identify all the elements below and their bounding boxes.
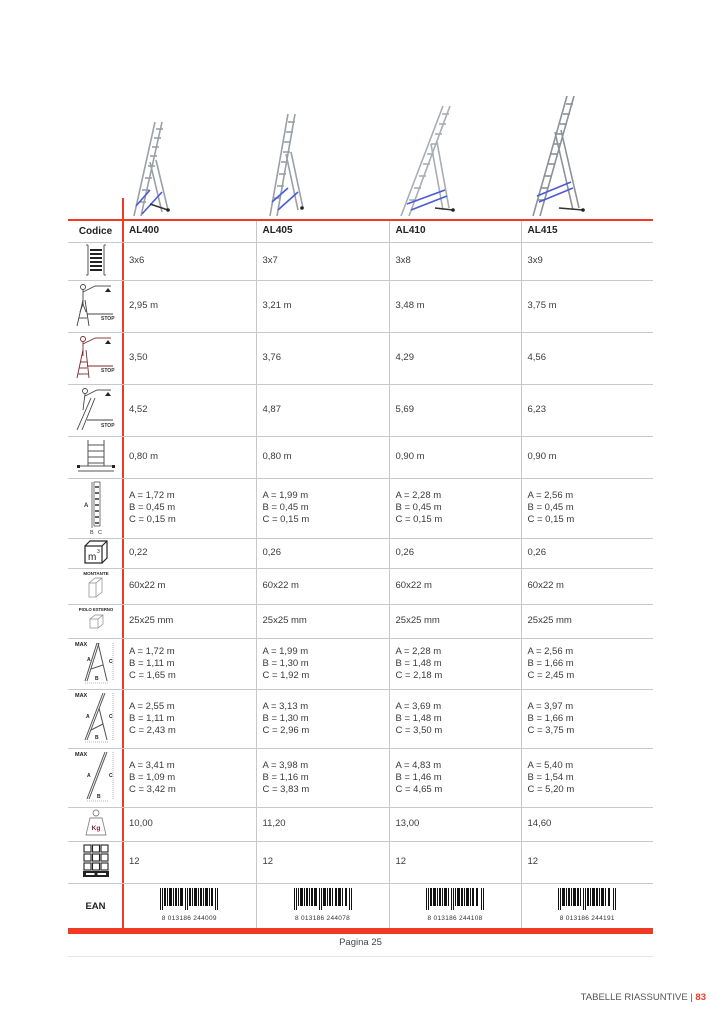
montante-profile-icon: [71, 569, 121, 604]
dim-c: C = 0,15 m: [129, 514, 176, 525]
base-width-icon: [74, 438, 118, 477]
table-row: [68, 242, 653, 280]
ean-cell: [521, 883, 653, 929]
cell-value: 5,69: [389, 384, 521, 436]
cell-value: 4,52: [123, 384, 256, 436]
dim-b: B = 1,30 m: [262, 657, 309, 669]
dim-b: B = 0,45 m: [395, 502, 442, 513]
leaning-max-icon: [73, 749, 119, 806]
table-header-row: [68, 221, 653, 242]
dim-a: A = 3,13 m: [262, 700, 309, 712]
cell-value: 0,26: [256, 538, 389, 568]
footer-section: TABELLE RIASSUNTIVE: [580, 992, 688, 1003]
cell-value: 0,26: [389, 538, 521, 568]
cell-value: 60x22 m: [256, 568, 389, 604]
dim-c: C = 2,96 m: [262, 724, 310, 736]
code-al400: AL400: [123, 221, 256, 242]
cell-value: 0,22: [123, 538, 256, 568]
table-row: [68, 384, 653, 436]
svg-text:STOP: STOP: [100, 367, 115, 374]
table-row: [68, 280, 653, 332]
svg-text:Kg: Kg: [91, 824, 100, 832]
barcode-icon: [424, 888, 486, 925]
code-al410: AL410: [389, 221, 521, 242]
cell-value: 12: [256, 841, 389, 883]
cell-value: 12: [123, 841, 256, 883]
cell-value: 4,87: [256, 384, 389, 436]
ean-cell: [256, 883, 389, 929]
dim-b: B = 1,66 m: [527, 712, 574, 724]
dim-b: B = 1,48 m: [395, 712, 442, 724]
dim-a: A = 3,98 m: [262, 759, 309, 771]
dim-b: B = 0,45 m: [527, 502, 574, 513]
cell-value: 3x8: [389, 242, 521, 280]
cell-value: 12: [389, 841, 521, 883]
svg-text:A: A: [86, 773, 91, 779]
cell-value: [123, 478, 256, 538]
piolo-esterno-profile-icon: [70, 605, 122, 638]
cell-value: 0,80 m: [123, 436, 256, 478]
cell-value: 25x25 mm: [256, 604, 389, 638]
cell-value: 4,29: [389, 332, 521, 384]
dim-b: B = 1,16 m: [262, 771, 309, 783]
cell-value: [521, 478, 653, 538]
table-row: [68, 538, 653, 568]
cell-value: 6,23: [521, 384, 653, 436]
dim-b: B = 0,45 m: [262, 502, 309, 513]
svg-text:PIOLO ESTERNO: PIOLO ESTERNO: [78, 606, 113, 612]
svg-text:MONTANTE: MONTANTE: [82, 570, 109, 576]
ean-number: 8 013186 244191: [559, 914, 615, 922]
cell-value: 0,80 m: [256, 436, 389, 478]
cell-value: 3,75 m: [521, 280, 653, 332]
ean-cell: [123, 883, 256, 929]
cell-value: 13,00: [389, 807, 521, 841]
table-row: [68, 436, 653, 478]
cell-value: [389, 638, 521, 689]
cell-value: 11,20: [256, 807, 389, 841]
dim-b: B = 1,66 m: [527, 657, 574, 669]
code-al405: AL405: [256, 221, 389, 242]
pallet-quantity-icon: [82, 844, 110, 881]
ean-label: EAN: [85, 900, 106, 912]
cell-value: 4,56: [521, 332, 653, 384]
cell-value: [123, 689, 256, 748]
cell-value: [256, 689, 389, 748]
dim-c: C = 3,83 m: [262, 783, 310, 795]
dim-c: C = 0,15 m: [395, 514, 443, 525]
ladder-al400-icon: [128, 92, 238, 218]
code-al415: AL415: [521, 221, 653, 242]
svg-text:B: B: [89, 529, 94, 534]
svg-text:MAX: MAX: [74, 642, 87, 648]
cell-value: 3,48 m: [389, 280, 521, 332]
closed-dimensions-icon: [76, 480, 116, 537]
divider: [68, 956, 653, 957]
rungs-icon: [84, 244, 108, 279]
barcode-icon: [292, 888, 354, 925]
dim-b: B = 0,45 m: [129, 502, 176, 513]
cell-value: 12: [521, 841, 653, 883]
a-frame-extended-max-icon: [73, 690, 119, 747]
cell-value: [521, 638, 653, 689]
dim-c: C = 2,18 m: [395, 669, 443, 681]
dim-a: A = 2,56 m: [527, 645, 574, 657]
cell-value: 60x22 m: [389, 568, 521, 604]
dim-c: C = 1,65 m: [129, 669, 176, 681]
table-row: [68, 568, 653, 604]
table-row: [68, 841, 653, 883]
dim-a: A = 2,28 m: [395, 645, 442, 657]
footer: [581, 992, 706, 1003]
dim-b: B = 1,11 m: [129, 712, 175, 724]
svg-text:C: C: [97, 529, 102, 534]
cell-value: 3x7: [256, 242, 389, 280]
table-row: [68, 604, 653, 638]
cell-value: [521, 748, 653, 807]
dim-b: B = 1,48 m: [395, 657, 442, 669]
dim-c: C = 0,15 m: [262, 514, 310, 525]
cell-value: 3,21 m: [256, 280, 389, 332]
dim-a: A = 2,56 m: [527, 490, 574, 501]
barcode-icon: [158, 888, 220, 925]
dim-a: A = 3,97 m: [527, 700, 574, 712]
cell-value: [389, 478, 521, 538]
dim-a: A = 1,99 m: [262, 645, 309, 657]
dim-a: A = 1,72 m: [129, 490, 175, 501]
table-row: [68, 689, 653, 748]
cell-value: 3x9: [521, 242, 653, 280]
ean-cell: [389, 883, 521, 929]
dim-a: A = 2,55 m: [129, 700, 175, 712]
page-label: Pagina 25: [339, 937, 382, 948]
cell-value: 60x22 m: [521, 568, 653, 604]
dim-c: C = 0,15 m: [527, 514, 575, 525]
dim-a: A = 1,99 m: [262, 490, 309, 501]
cell-value: 0,90 m: [521, 436, 653, 478]
svg-text:A: A: [86, 657, 91, 663]
ean-number: 8 013186 244078: [294, 914, 351, 922]
ladder-al415-icon: [527, 92, 637, 218]
working-height-2-icon: [73, 334, 119, 383]
a-frame-max-icon: [73, 639, 119, 688]
dim-b: B = 1,09 m: [129, 771, 176, 783]
dim-c: C = 2,43 m: [129, 724, 176, 736]
working-height-1-icon: [73, 282, 119, 331]
svg-text:C: C: [108, 714, 113, 720]
barcode-icon: [556, 888, 618, 925]
cell-value: 0,26: [521, 538, 653, 568]
footer-separator: |: [690, 992, 693, 1003]
dim-c: C = 3,50 m: [395, 724, 443, 736]
cell-value: [256, 748, 389, 807]
dim-c: C = 1,92 m: [262, 669, 310, 681]
dim-a: A = 3,41 m: [129, 759, 175, 771]
cell-value: 25x25 mm: [389, 604, 521, 638]
cell-value: 10,00: [123, 807, 256, 841]
ean-number: 8 013186 244009: [161, 914, 217, 922]
working-height-3-icon: [73, 386, 119, 435]
spec-table: [68, 221, 653, 929]
weight-kg-icon: [84, 809, 108, 840]
volume-m3-icon: [81, 539, 111, 568]
table-bottom-red-bar: [68, 928, 653, 934]
svg-text:STOP: STOP: [100, 315, 115, 322]
svg-text:3: 3: [96, 548, 100, 555]
svg-text:m: m: [87, 551, 96, 563]
dim-b: B = 1,30 m: [262, 712, 309, 724]
svg-text:MAX: MAX: [74, 752, 87, 758]
cell-value: 25x25 mm: [521, 604, 653, 638]
cell-value: 3,76: [256, 332, 389, 384]
footer-page-number: 83: [695, 992, 706, 1003]
dim-a: A = 2,28 m: [395, 490, 442, 501]
table-row: [68, 807, 653, 841]
svg-text:A: A: [83, 502, 88, 509]
ladder-al405-icon: [262, 92, 372, 218]
dim-b: B = 1,11 m: [129, 657, 175, 669]
dim-c: C = 2,45 m: [527, 669, 575, 681]
ladder-al410-icon: [395, 92, 505, 218]
codice-label: Codice: [68, 221, 123, 242]
dim-c: C = 4,65 m: [395, 783, 443, 795]
cell-value: [389, 689, 521, 748]
ean-row: [68, 883, 653, 929]
dim-a: A = 4,83 m: [395, 759, 442, 771]
table-row: [68, 478, 653, 538]
table-row: [68, 332, 653, 384]
dim-c: C = 5,20 m: [527, 783, 575, 795]
cell-value: [256, 478, 389, 538]
svg-text:B: B: [96, 794, 101, 800]
cell-value: 2,95 m: [123, 280, 256, 332]
cell-value: [389, 748, 521, 807]
cell-value: [256, 638, 389, 689]
svg-text:B: B: [94, 676, 99, 682]
cell-value: 0,90 m: [389, 436, 521, 478]
dim-a: A = 3,69 m: [395, 700, 442, 712]
dim-a: A = 5,40 m: [527, 759, 574, 771]
svg-text:STOP: STOP: [100, 422, 115, 429]
dim-c: C = 3,42 m: [129, 783, 176, 795]
table-row: [68, 638, 653, 689]
cell-value: [123, 748, 256, 807]
cell-value: 14,60: [521, 807, 653, 841]
cell-value: 60x22 m: [123, 568, 256, 604]
table-row: [68, 748, 653, 807]
dim-c: C = 3,75 m: [527, 724, 575, 736]
cell-value: 25x25 mm: [123, 604, 256, 638]
svg-text:C: C: [108, 659, 113, 665]
svg-text:B: B: [94, 735, 99, 741]
dim-b: B = 1,46 m: [395, 771, 442, 783]
cell-value: [123, 638, 256, 689]
cell-value: 3x6: [123, 242, 256, 280]
svg-text:MAX: MAX: [74, 693, 87, 699]
cell-value: [521, 689, 653, 748]
dim-b: B = 1,54 m: [527, 771, 574, 783]
ean-number: 8 013186 244108: [427, 914, 483, 922]
svg-text:A: A: [85, 714, 90, 720]
dim-a: A = 1,72 m: [129, 645, 175, 657]
cell-value: 3,50: [123, 332, 256, 384]
svg-text:C: C: [108, 773, 113, 779]
